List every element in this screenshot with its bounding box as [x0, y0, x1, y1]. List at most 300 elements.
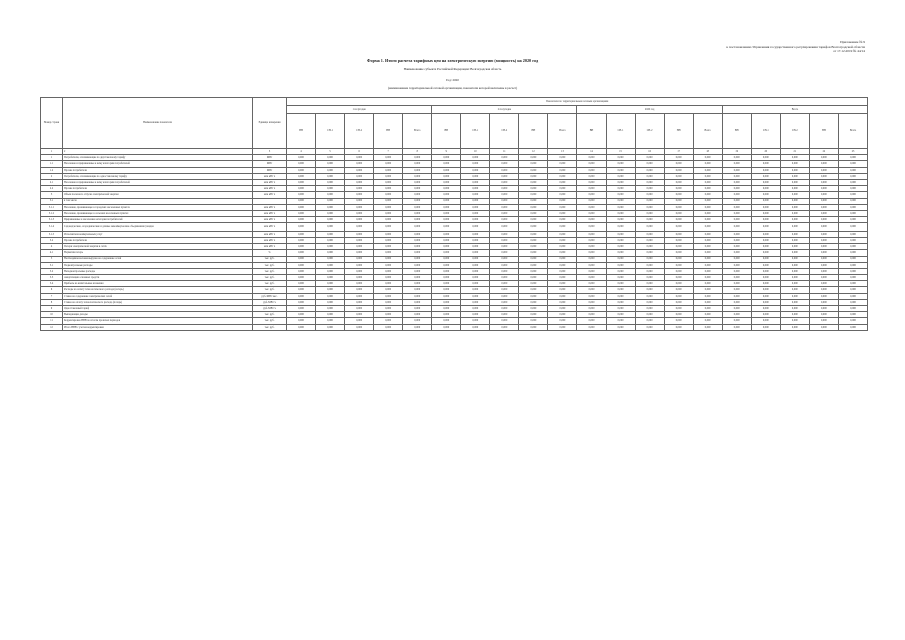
row-value-cell: 0,000 [287, 275, 316, 281]
header-sub-2: СН-1 [316, 114, 345, 149]
row-value-cell: 0,000 [722, 275, 751, 281]
row-value-cell: 0,000 [780, 250, 809, 256]
row-value-cell: 0,000 [374, 210, 403, 216]
row-value-cell: 0,000 [722, 161, 751, 167]
row-value-cell: 0,000 [374, 192, 403, 198]
row-value-cell: 18 [693, 149, 722, 155]
row-value-cell: 0,000 [316, 299, 345, 305]
row-value-cell: 0,000 [461, 167, 490, 173]
row-value-cell: 0,000 [780, 262, 809, 268]
row-value-cell: 0,000 [490, 262, 519, 268]
row-value-cell: 0,000 [577, 167, 606, 173]
row-value-cell: 0,000 [635, 223, 664, 232]
row-value-cell: 0,000 [490, 198, 519, 204]
row-value-cell: 0,000 [490, 223, 519, 232]
row-value-cell: 16 [635, 149, 664, 155]
row-value-cell: 0,000 [374, 155, 403, 161]
row-value-cell: 0,000 [780, 167, 809, 173]
row-value-cell: 0,000 [461, 231, 490, 237]
row-indicator-name: 2 [63, 149, 253, 155]
row-value-cell: 0,000 [577, 293, 606, 299]
row-value-cell: 0,000 [664, 287, 693, 293]
row-value-cell: 0,000 [316, 281, 345, 287]
row-value-cell: 0,000 [838, 299, 867, 305]
row-value-cell: 0,000 [751, 250, 780, 256]
row-value-cell: 0,000 [722, 293, 751, 299]
header-sub-10: Всего [548, 114, 577, 149]
row-value-cell: 0,000 [664, 293, 693, 299]
row-value-cell: 0,000 [287, 223, 316, 232]
row-value-cell: 0,000 [548, 204, 577, 210]
header-sub-17: СН-1 [751, 114, 780, 149]
row-value-cell: 0,000 [345, 268, 374, 274]
row-value-cell: 0,000 [664, 161, 693, 167]
row-value-cell: 0,000 [548, 167, 577, 173]
row-value-cell: 0,000 [809, 204, 838, 210]
row-value-cell: 0,000 [780, 179, 809, 185]
header-sub-11: ВН [577, 114, 606, 149]
row-indicator-name: Исполнители коммунальных услуг [63, 231, 253, 237]
row-value-cell: 0,000 [548, 306, 577, 312]
row-value-cell: 0,000 [635, 192, 664, 198]
row-value-cell: 0,000 [345, 281, 374, 287]
row-value-cell: 0,000 [577, 186, 606, 192]
row-value-cell: 0,000 [606, 217, 635, 223]
row-value-cell: 7 [374, 149, 403, 155]
row-value-cell: 0,000 [722, 281, 751, 287]
row-value-cell: 0,000 [838, 198, 867, 204]
row-value-cell: 0,000 [809, 293, 838, 299]
row-value-cell: 0,000 [751, 256, 780, 262]
row-value-cell: 0,000 [432, 299, 461, 305]
row-value-cell: 0,000 [345, 231, 374, 237]
row-value-cell: 0,000 [722, 318, 751, 324]
row-value-cell: 0,000 [374, 312, 403, 318]
row-value-cell: 0,000 [403, 268, 432, 274]
row-indicator-name: Прочие потребители [63, 237, 253, 243]
row-value-cell: 0,000 [287, 186, 316, 192]
row-value-cell: 4 [287, 149, 316, 155]
header-group-4: Всего [722, 106, 868, 114]
row-indicator-name: Подконтрольные расходы [63, 262, 253, 268]
row-value-cell: 0,000 [316, 312, 345, 318]
row-value-cell: 0,000 [519, 198, 548, 204]
row-value-cell: 0,000 [809, 237, 838, 243]
row-value-cell: 20 [751, 149, 780, 155]
row-value-cell: 0,000 [490, 167, 519, 173]
row-value-cell: 0,000 [780, 281, 809, 287]
row-value-cell: 0,000 [577, 155, 606, 161]
row-value-cell: 0,000 [722, 250, 751, 256]
row-value-cell: 0,000 [606, 287, 635, 293]
row-value-cell: 0,000 [345, 155, 374, 161]
row-value-cell: 0,000 [722, 173, 751, 179]
row-unit: млн кВт·ч [253, 223, 287, 232]
row-value-cell: 0,000 [838, 268, 867, 274]
row-value-cell: 0,000 [432, 179, 461, 185]
row-value-cell: 0,000 [751, 244, 780, 250]
row-value-cell: 0,000 [519, 318, 548, 324]
row-unit: млн кВт·ч [253, 237, 287, 243]
row-value-cell: 0,000 [635, 293, 664, 299]
row-value-cell: 0,000 [287, 231, 316, 237]
row-value-cell: 0,000 [838, 306, 867, 312]
row-value-cell: 0,000 [287, 318, 316, 324]
row-value-cell: 0,000 [751, 231, 780, 237]
row-value-cell: 0,000 [345, 306, 374, 312]
row-value-cell: 0,000 [809, 217, 838, 223]
row-unit: млн кВт·ч [253, 231, 287, 237]
row-value-cell: 0,000 [316, 250, 345, 256]
row-value-cell: 0,000 [374, 293, 403, 299]
row-value-cell: 0,000 [635, 281, 664, 287]
row-number: 2.2 [41, 186, 63, 192]
row-value-cell: 0,000 [809, 186, 838, 192]
row-number: 11 [41, 318, 63, 324]
row-indicator-name: Ставка на содержание электрических сетей [63, 293, 253, 299]
row-value-cell: 0,000 [316, 223, 345, 232]
row-value-cell: 0,000 [548, 250, 577, 256]
row-value-cell: 0,000 [461, 262, 490, 268]
row-value-cell: 0,000 [432, 318, 461, 324]
row-value-cell: 0,000 [809, 268, 838, 274]
row-value-cell: 0,000 [722, 299, 751, 305]
row-value-cell: 0,000 [838, 155, 867, 161]
row-value-cell: 0,000 [751, 186, 780, 192]
row-value-cell: 0,000 [722, 210, 751, 216]
row-value-cell: 0,000 [693, 275, 722, 281]
row-value-cell: 0,000 [345, 217, 374, 223]
row-value-cell: 0,000 [722, 262, 751, 268]
row-value-cell: 0,000 [838, 293, 867, 299]
header-sub-9: НН [519, 114, 548, 149]
row-value-cell: 19 [722, 149, 751, 155]
row-value-cell: 0,000 [635, 312, 664, 318]
row-value-cell: 0,000 [374, 324, 403, 330]
row-value-cell: 0,000 [519, 210, 548, 216]
row-value-cell: 0,000 [693, 161, 722, 167]
row-value-cell: 0,000 [664, 318, 693, 324]
header-unit: Единица измерения [253, 98, 287, 149]
row-unit: руб./МВт·ч [253, 299, 287, 305]
subtitle-line-1: Наименование субъекта Российской Федерации: Волгоградская область [403, 67, 502, 71]
row-value-cell: 0,000 [461, 299, 490, 305]
row-value-cell: 23 [838, 149, 867, 155]
row-value-cell: 0,000 [548, 186, 577, 192]
row-value-cell: 0,000 [403, 299, 432, 305]
row-value-cell: 0,000 [722, 167, 751, 173]
row-value-cell: 0,000 [490, 299, 519, 305]
row-value-cell: 0,000 [577, 324, 606, 330]
row-value-cell: 0,000 [838, 287, 867, 293]
row-value-cell: 10 [461, 149, 490, 155]
row-value-cell: 0,000 [403, 155, 432, 161]
row-value-cell: 0,000 [838, 250, 867, 256]
appendix-line-1: Приложение № 9 [840, 40, 865, 44]
row-value-cell: 0,000 [403, 167, 432, 173]
row-value-cell: 0,000 [577, 237, 606, 243]
row-value-cell: 0,000 [287, 210, 316, 216]
row-indicator-name: Прочие потребители [63, 167, 253, 173]
header-sub-6: ВН [432, 114, 461, 149]
row-value-cell: 0,000 [548, 244, 577, 250]
row-value-cell: 0,000 [809, 179, 838, 185]
row-value-cell: 0,000 [432, 262, 461, 268]
row-value-cell: 0,000 [635, 250, 664, 256]
row-value-cell: 0,000 [490, 231, 519, 237]
row-value-cell: 6 [345, 149, 374, 155]
row-value-cell: 0,000 [664, 198, 693, 204]
row-value-cell: 0,000 [780, 318, 809, 324]
row-indicator-name: Население и приравненные к нему категории потребителей [63, 161, 253, 167]
row-unit: руб./МВт·мес. [253, 293, 287, 299]
row-value-cell: 0,000 [838, 256, 867, 262]
row-value-cell: 0,000 [287, 324, 316, 330]
row-value-cell: 0,000 [316, 192, 345, 198]
row-value-cell: 0,000 [635, 198, 664, 204]
row-value-cell: 9 [432, 149, 461, 155]
row-number: 5 [41, 256, 63, 262]
row-value-cell: 0,000 [751, 204, 780, 210]
row-value-cell: 0,000 [606, 275, 635, 281]
row-value-cell: 0,000 [635, 324, 664, 330]
row-value-cell: 0,000 [403, 256, 432, 262]
row-value-cell: 0,000 [461, 318, 490, 324]
row-value-cell: 0,000 [345, 186, 374, 192]
row-value-cell: 0,000 [287, 167, 316, 173]
row-value-cell: 0,000 [432, 155, 461, 161]
row-value-cell: 0,000 [693, 223, 722, 232]
appendix-line-2: к постановлению Управления государственного регулирования тарифов Волгоградской области [726, 44, 865, 49]
row-value-cell: 0,000 [432, 293, 461, 299]
row-value-cell: 0,000 [316, 173, 345, 179]
row-value-cell: 0,000 [693, 237, 722, 243]
row-indicator-name: Приравненные к населению категории потребителей [63, 217, 253, 223]
row-value-cell: 0,000 [838, 281, 867, 287]
row-value-cell: 0,000 [635, 173, 664, 179]
row-value-cell: 0,000 [374, 244, 403, 250]
row-value-cell: 0,000 [316, 262, 345, 268]
row-value-cell: 17 [664, 149, 693, 155]
row-value-cell: 0,000 [548, 268, 577, 274]
row-value-cell: 0,000 [403, 237, 432, 243]
row-value-cell: 0,000 [374, 204, 403, 210]
row-value-cell: 0,000 [809, 198, 838, 204]
row-number: 4 [41, 244, 63, 250]
row-indicator-name: Корректировка НВВ по итогам прошлых периодов [63, 318, 253, 324]
row-value-cell: 0,000 [780, 231, 809, 237]
row-value-cell: 0,000 [838, 237, 867, 243]
row-value-cell: 0,000 [490, 237, 519, 243]
row-number: 3.1.3 [41, 217, 63, 223]
header-sub-13: СН-2 [635, 114, 664, 149]
row-value-cell: 0,000 [548, 198, 577, 204]
row-value-cell: 0,000 [606, 161, 635, 167]
row-value-cell: 0,000 [664, 275, 693, 281]
row-number: 8 [41, 299, 63, 305]
row-value-cell: 0,000 [461, 161, 490, 167]
row-value-cell: 0,000 [577, 198, 606, 204]
row-unit: тыс. руб. [253, 256, 287, 262]
row-value-cell: 0,000 [490, 155, 519, 161]
row-value-cell: 0,000 [461, 275, 490, 281]
row-value-cell: 0,000 [577, 287, 606, 293]
row-value-cell: 0,000 [780, 173, 809, 179]
row-value-cell: 0,000 [316, 324, 345, 330]
row-number: 3.1.1 [41, 204, 63, 210]
row-value-cell: 0,000 [432, 250, 461, 256]
row-value-cell: 0,000 [780, 217, 809, 223]
row-value-cell: 0,000 [374, 250, 403, 256]
row-value-cell: 0,000 [519, 192, 548, 198]
row-value-cell: 0,000 [374, 299, 403, 305]
row-value-cell: 0,000 [838, 262, 867, 268]
row-value-cell: 0,000 [664, 324, 693, 330]
row-value-cell: 0,000 [693, 268, 722, 274]
row-value-cell: 0,000 [316, 210, 345, 216]
row-value-cell: 11 [490, 149, 519, 155]
row-value-cell: 0,000 [548, 312, 577, 318]
row-value-cell: 0,000 [693, 256, 722, 262]
row-value-cell: 0,000 [316, 186, 345, 192]
row-number: 1.1 [41, 161, 63, 167]
table-row [41, 324, 868, 330]
row-value-cell: 0,000 [693, 204, 722, 210]
row-value-cell: 0,000 [432, 237, 461, 243]
row-value-cell: 0,000 [403, 210, 432, 216]
row-value-cell: 0,000 [403, 287, 432, 293]
row-value-cell: 0,000 [287, 204, 316, 210]
row-value-cell: 0,000 [548, 318, 577, 324]
row-value-cell: 0,000 [374, 223, 403, 232]
row-value-cell: 0,000 [577, 318, 606, 324]
row-indicator-name: Норматив потерь [63, 250, 253, 256]
row-value-cell: 0,000 [838, 161, 867, 167]
row-value-cell: 14 [577, 149, 606, 155]
row-value-cell: 0,000 [316, 198, 345, 204]
row-value-cell: 0,000 [606, 179, 635, 185]
row-value-cell: 0,000 [345, 293, 374, 299]
row-value-cell: 0,000 [432, 287, 461, 293]
row-value-cell: 0,000 [635, 237, 664, 243]
row-value-cell: 0,000 [751, 299, 780, 305]
row-value-cell: 0,000 [635, 179, 664, 185]
row-value-cell: 0,000 [780, 192, 809, 198]
row-value-cell: 0,000 [606, 204, 635, 210]
row-value-cell: 0,000 [751, 161, 780, 167]
row-value-cell: 0,000 [519, 306, 548, 312]
row-value-cell: 0,000 [490, 275, 519, 281]
header-sub-19: НН [809, 114, 838, 149]
row-value-cell: 0,000 [606, 192, 635, 198]
row-value-cell: 0,000 [635, 186, 664, 192]
row-value-cell: 0,000 [403, 231, 432, 237]
row-value-cell: 0,000 [809, 161, 838, 167]
row-value-cell: 0,000 [548, 155, 577, 161]
row-value-cell: 0,000 [751, 306, 780, 312]
row-value-cell: 0,000 [548, 223, 577, 232]
row-indicator-name: Прибыль на капитальные вложения [63, 281, 253, 287]
row-value-cell: 0,000 [664, 237, 693, 243]
row-value-cell: 0,000 [751, 167, 780, 173]
row-value-cell: 0,000 [490, 217, 519, 223]
header-sub-18: СН-2 [780, 114, 809, 149]
row-value-cell: 0,000 [461, 179, 490, 185]
row-value-cell: 0,000 [374, 231, 403, 237]
row-value-cell: 0,000 [287, 155, 316, 161]
row-value-cell: 0,000 [519, 223, 548, 232]
row-value-cell: 0,000 [780, 155, 809, 161]
row-value-cell: 0,000 [432, 312, 461, 318]
row-value-cell: 0,000 [432, 281, 461, 287]
row-number: 12 [41, 324, 63, 330]
row-number: 3.1 [41, 198, 63, 204]
row-value-cell: 0,000 [461, 237, 490, 243]
row-number: 3.1.2 [41, 210, 63, 216]
row-value-cell: 0,000 [432, 210, 461, 216]
row-value-cell: 0,000 [432, 173, 461, 179]
row-value-cell: 0,000 [664, 192, 693, 198]
row-value-cell: 0,000 [838, 231, 867, 237]
row-value-cell: 0,000 [374, 318, 403, 324]
row-unit: млн кВт·ч [253, 204, 287, 210]
row-value-cell: 0,000 [519, 186, 548, 192]
row-value-cell: 0,000 [751, 210, 780, 216]
row-value-cell: 0,000 [490, 256, 519, 262]
row-value-cell: 0,000 [722, 198, 751, 204]
row-number: 5.3 [41, 275, 63, 281]
row-value-cell: 0,000 [490, 161, 519, 167]
row-value-cell: 0,000 [722, 268, 751, 274]
row-value-cell: 0,000 [693, 217, 722, 223]
row-value-cell: 0,000 [403, 293, 432, 299]
row-value-cell: 0,000 [403, 262, 432, 268]
row-value-cell: 0,000 [519, 250, 548, 256]
row-value-cell: 0,000 [693, 179, 722, 185]
row-value-cell: 0,000 [722, 179, 751, 185]
row-value-cell: 0,000 [635, 231, 664, 237]
row-value-cell: 0,000 [432, 231, 461, 237]
header-sub-16: ВН [722, 114, 751, 149]
row-value-cell: 0,000 [548, 275, 577, 281]
row-value-cell: 0,000 [693, 167, 722, 173]
row-value-cell: 0,000 [693, 293, 722, 299]
row-value-cell: 0,000 [345, 179, 374, 185]
row-value-cell: 0,000 [606, 155, 635, 161]
row-value-cell: 0,000 [635, 268, 664, 274]
row-value-cell: 0,000 [374, 173, 403, 179]
row-indicator-name: Необходимая валовая выручка на содержание сетей [63, 256, 253, 262]
row-unit: млн кВт·ч [253, 179, 287, 185]
row-value-cell: 0,000 [548, 299, 577, 305]
row-value-cell: 0,000 [606, 186, 635, 192]
row-value-cell: 0,000 [432, 256, 461, 262]
row-value-cell: 0,000 [432, 306, 461, 312]
row-value-cell: 0,000 [809, 192, 838, 198]
row-value-cell: 0,000 [316, 179, 345, 185]
row-value-cell: 0,000 [809, 223, 838, 232]
row-value-cell: 0,000 [519, 167, 548, 173]
row-value-cell: 0,000 [577, 179, 606, 185]
row-value-cell: 0,000 [664, 204, 693, 210]
row-value-cell: 0,000 [374, 237, 403, 243]
row-value-cell: 0,000 [606, 312, 635, 318]
row-value-cell: 0,000 [548, 324, 577, 330]
header-sub-12: СН-1 [606, 114, 635, 149]
row-value-cell: 0,000 [461, 186, 490, 192]
row-value-cell: 0,000 [432, 204, 461, 210]
row-value-cell: 0,000 [287, 262, 316, 268]
